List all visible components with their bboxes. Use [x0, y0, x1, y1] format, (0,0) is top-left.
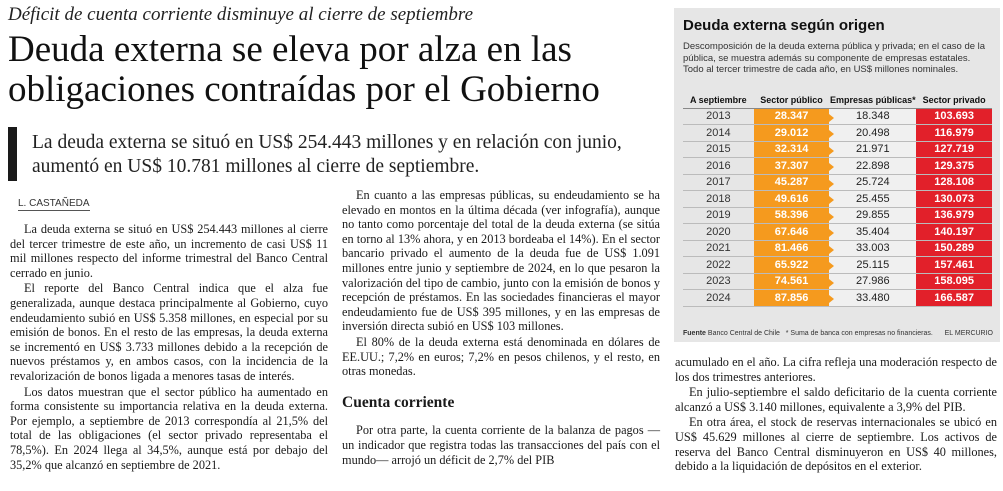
- cell-public-companies: 27.986: [829, 273, 916, 290]
- lead-marker-bar: [8, 127, 17, 181]
- paragraph: Los datos muestran que el sector público ha aumentado en forma consistente su importancia relativa en la deuda externa. Por ejemplo, a septiembre de 2013 correspondía al 21,5% del total de las obligaciones (el sector privado representaba el 78,5%). En 2024 llega al 34,5%, aunque está por debajo del 35,2% que alcanzó en septiembre de 2021.: [10, 384, 328, 472]
- cell-public-sector: 45.287: [754, 174, 830, 191]
- section-subhead: Cuenta corriente: [342, 393, 455, 411]
- column-3: [675, 355, 997, 475]
- debt-table: [683, 92, 992, 307]
- cell-public-companies: 25.724: [829, 174, 916, 191]
- article-headline: Deuda externa se eleva por alza en las obligaciones contraídas por el Gobierno: [8, 29, 600, 110]
- table-row: [683, 141, 992, 158]
- paragraph: En cuanto a las empresas públicas, su endeudamiento se ha elevado en montos en la última década (ver infografía), aunque no tanto como porcentaje del total de la deuda externa (se sitúa en torno al 13% ahora, y en 2013 bordeaba el 14%). En el sector bancario privado el aumento de la deuda fue de US$ 1.091 millones entre junio y septiembre de 2024, en lo que pesaron la valorización del tipo de cambio, junto con la emisión de bonos y recepción de préstamos. En las sociedades financieras el mayor endeudamiento fue de US$ 395 millones, y en las empresas de inversión directa subió en US$ 103 millones.: [342, 188, 660, 334]
- column-2: [342, 188, 660, 468]
- cell-public-companies: 25.455: [829, 191, 916, 208]
- table-row: [683, 158, 992, 175]
- cell-public-companies: 18.348: [829, 108, 916, 125]
- cell-public-companies: 35.404: [829, 224, 916, 241]
- cell-private-sector: 140.197: [916, 224, 992, 241]
- infographic-debt-by-origin: [674, 8, 1000, 342]
- cell-year: 2020: [683, 224, 754, 241]
- table-row: [683, 174, 992, 191]
- cell-year: 2013: [683, 108, 754, 125]
- table-row: [683, 290, 992, 307]
- cell-year: 2018: [683, 191, 754, 208]
- paragraph: Por otra parte, la cuenta corriente de la balanza de pagos —un indicador que registra todas las transacciones del país con el mundo— arrojó un déficit de 2,7% del PIB: [342, 423, 660, 467]
- table-row: [683, 224, 992, 241]
- article-kicker: Déficit de cuenta corriente disminuye al cierre de septiembre: [8, 4, 473, 25]
- paragraph: La deuda externa se situó en US$ 254.443 millones al cierre del tercer trimestre de este año, un incremento de casi US$ 11 mil millones respecto del informe trimestral del Banco Central cerrado en junio.: [10, 222, 328, 280]
- table-row: [683, 108, 992, 125]
- cell-private-sector: 129.375: [916, 158, 992, 175]
- cell-year: 2022: [683, 257, 754, 274]
- footnote: * Suma de banca con empresas no financieras.: [785, 330, 933, 337]
- header-year: A septiembre: [683, 92, 754, 108]
- cell-public-sector: 74.561: [754, 273, 830, 290]
- cell-public-sector: 67.646: [754, 224, 830, 241]
- cell-private-sector: 136.979: [916, 207, 992, 224]
- table-row: [683, 207, 992, 224]
- debt-table-header: [683, 92, 992, 108]
- cell-private-sector: 103.693: [916, 108, 992, 125]
- cell-private-sector: 166.587: [916, 290, 992, 307]
- table-row: [683, 257, 992, 274]
- cell-public-companies: 22.898: [829, 158, 916, 175]
- paragraph: acumulado en el año. La cifra refleja una moderación respecto de los dos trimestres anteriores.: [675, 355, 997, 384]
- cell-year: 2023: [683, 273, 754, 290]
- cell-public-sector: 49.616: [754, 191, 830, 208]
- paragraph: En otra área, el stock de reservas internacionales se ubicó en US$ 45.629 millones al cierre de septiembre. Los activos de reserva del Banco Central disminuyeron en US$ 40 millones, debido a la liquidación de depósitos en el exterior.: [675, 415, 997, 474]
- cell-year: 2021: [683, 240, 754, 257]
- cell-year: 2016: [683, 158, 754, 175]
- infographic-footer: [683, 330, 993, 337]
- source-label: Fuente: [683, 330, 706, 337]
- paragraph: En julio-septiembre el saldo deficitario de la cuenta corriente alcanzó a US$ 3.140 millones, equivalente a 3,9% del PIB.: [675, 385, 997, 414]
- paragraph: El 80% de la deuda externa está denominada en dólares de EE.UU.; 7,2% en euros; 7,2% en pesos chilenos, y el resto, en otras monedas.: [342, 334, 660, 379]
- credit: EL MERCURIO: [944, 330, 993, 337]
- table-row: [683, 273, 992, 290]
- cell-public-sector: 29.012: [754, 125, 830, 142]
- cell-public-companies: 33.003: [829, 240, 916, 257]
- cell-year: 2019: [683, 207, 754, 224]
- cell-public-sector: 81.466: [754, 240, 830, 257]
- paragraph: El reporte del Banco Central indica que el alza fue generalizada, aunque destaca principalmente al Gobierno, cuyo endeudamiento subió en US$ 5.358 millones, en especial por su emisión de bonos. En el resto de las empresas, la deuda externa se incrementó en US$ 3.733 millones debido a la recepción de nuevos préstamos y, en ambos casos, con la incidencia de la revalorización de bonos ligada a menores tasas de interés.: [10, 281, 328, 383]
- cell-private-sector: 130.073: [916, 191, 992, 208]
- cell-private-sector: 150.289: [916, 240, 992, 257]
- table-row: [683, 191, 992, 208]
- cell-year: 2014: [683, 125, 754, 142]
- source-text: Banco Central de Chile: [707, 330, 780, 337]
- column-1: [10, 222, 328, 473]
- cell-public-companies: 33.480: [829, 290, 916, 307]
- cell-public-sector: 87.856: [754, 290, 830, 307]
- cell-year: 2015: [683, 141, 754, 158]
- cell-private-sector: 128.108: [916, 174, 992, 191]
- header-private-sector: Sector privado: [916, 92, 992, 108]
- table-row: [683, 240, 992, 257]
- cell-public-sector: 32.314: [754, 141, 830, 158]
- cell-public-sector: 28.347: [754, 108, 830, 125]
- cell-public-companies: 29.855: [829, 207, 916, 224]
- header-public-companies: Empresas públicas*: [829, 92, 916, 108]
- cell-public-companies: 20.498: [829, 125, 916, 142]
- cell-public-companies: 21.971: [829, 141, 916, 158]
- cell-public-sector: 65.922: [754, 257, 830, 274]
- cell-private-sector: 158.095: [916, 273, 992, 290]
- byline: L. CASTAÑEDA: [18, 198, 90, 209]
- cell-private-sector: 157.461: [916, 257, 992, 274]
- cell-public-sector: 58.396: [754, 207, 830, 224]
- cell-public-companies: 25.115: [829, 257, 916, 274]
- cell-year: 2017: [683, 174, 754, 191]
- infographic-title: Deuda externa según origen: [683, 17, 885, 34]
- cell-private-sector: 127.719: [916, 141, 992, 158]
- cell-year: 2024: [683, 290, 754, 307]
- cell-public-sector: 37.307: [754, 158, 830, 175]
- header-public-sector: Sector público: [754, 92, 830, 108]
- table-row: [683, 125, 992, 142]
- debt-table-body: [683, 108, 992, 306]
- infographic-description: Descomposición de la deuda externa pública y privada; en el caso de la pública, se muestra además su componente de empresas estatales. Todo al tercer trimestre de cada año, en US$ millones nominales.: [683, 41, 986, 75]
- cell-private-sector: 116.979: [916, 125, 992, 142]
- article-lead: La deuda externa se situó en US$ 254.443 millones y en relación con junio, aumentó en US$ 10.781 millones al cierre de septiembre.: [32, 132, 622, 177]
